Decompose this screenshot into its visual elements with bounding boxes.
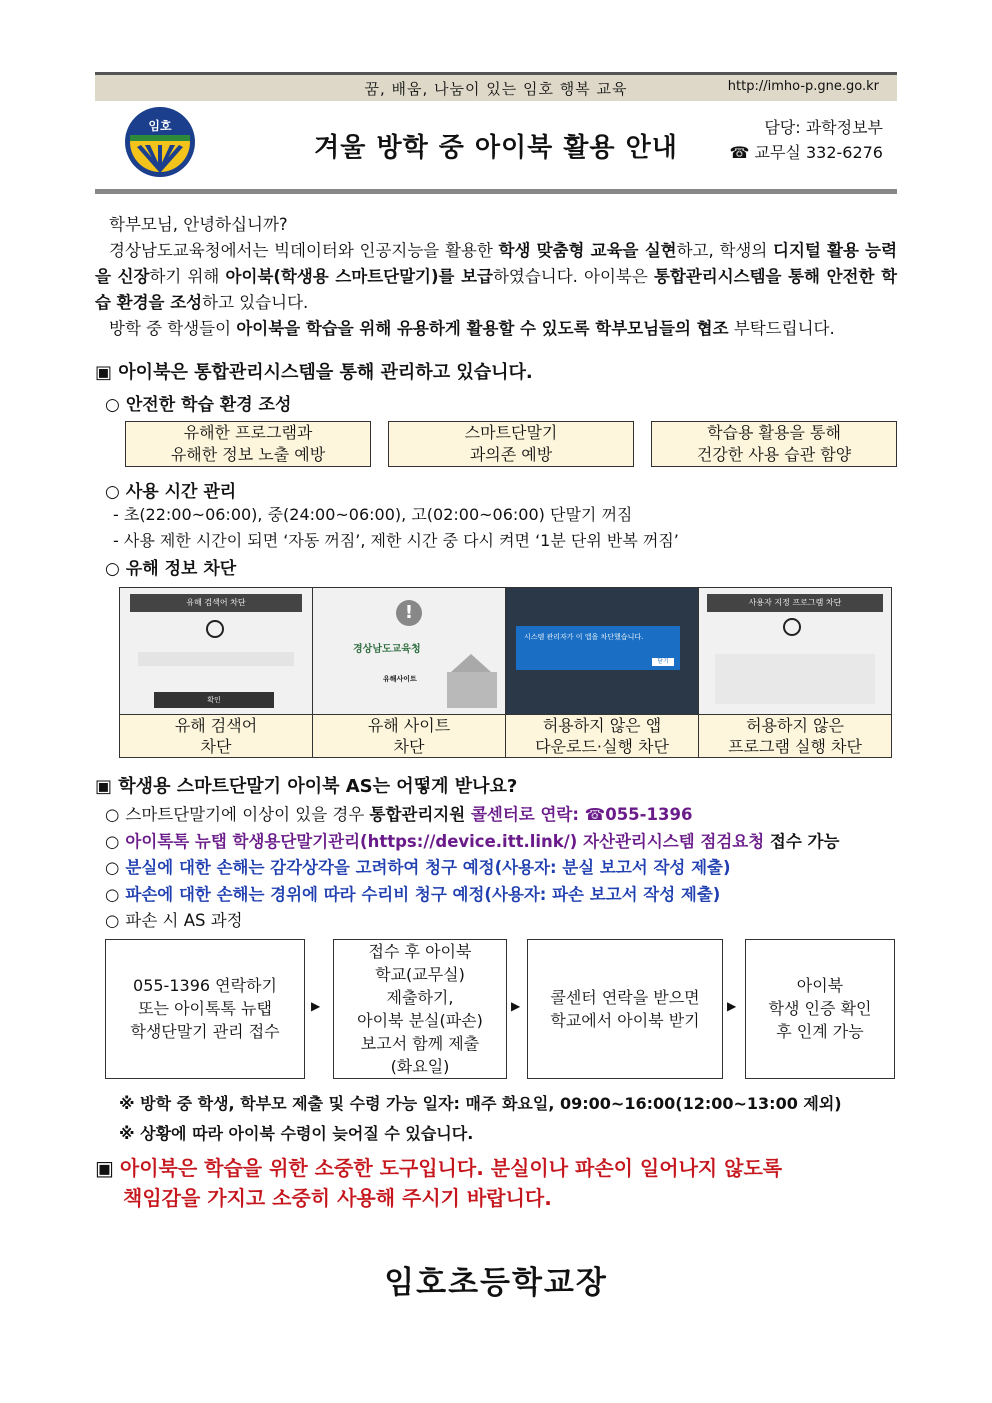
ban-icon	[206, 620, 224, 638]
greeting: 학부모님, 안녕하십니까?	[109, 215, 288, 234]
info-box: 학습용 활용을 통해 건강한 사용 습관 함양	[651, 421, 897, 467]
logo-text: 임호	[148, 119, 172, 133]
screenshot-image: ! 경상남도교육청 유해사이트	[313, 588, 505, 714]
signature: 임호초등학교장	[384, 1264, 608, 1301]
section-2-heading: ▣ 학생용 스마트단말기 아이북 AS는 어떻게 받나요?	[95, 776, 518, 797]
page-title: 겨울 방학 중 아이북 활용 안내	[314, 133, 678, 163]
intro-text	[95, 212, 897, 342]
block-screenshots	[119, 587, 892, 758]
notes	[95, 1089, 897, 1149]
time-rule-1: - 초(22:00~06:00), 중(24:00~06:00), 고(02:00~06:00) 단말기 꺼짐	[113, 505, 633, 524]
as-process-flow	[95, 939, 897, 1079]
screenshot-image: 유해 검색어 차단 확인	[120, 588, 312, 714]
intro-paragraph-2: 방학 중 학생들이 아이북을 학습을 위해 유용하게 활용할 수 있도록 학부모님들의 협조 부탁드립니다.	[109, 319, 835, 338]
shot-caption-line: 유해 검색어	[174, 716, 258, 735]
phone-number: ☎ 교무실 332-6276	[729, 143, 883, 162]
screenshot-image: 사용자 지정 프로그램 차단	[699, 588, 891, 714]
slogan: 꿈, 배움, 나눔이 있는 임호 행복 교육	[364, 80, 628, 98]
warning-icon: !	[396, 600, 422, 626]
sub-heading-block: ○ 유해 정보 차단	[105, 559, 237, 579]
arrow-icon: ▶	[511, 998, 521, 1013]
shot-search-block: 유해 검색어 차단 확인 유해 검색어 차단	[120, 588, 313, 757]
section-1-heading: ▣ 아이북은 통합관리시스템을 통해 관리하고 있습니다.	[95, 362, 533, 383]
info-box: 스마트단말기 과의존 예방	[388, 421, 634, 467]
intro-paragraph-1: 경상남도교육청에서는 빅데이터와 인공지능을 활용한 학생 맞춤형 교육을 실현하고, 학생의 디지털 활용 능력을 신장하기 위해 아이북(학생용 스마트단말기)를 보급하였습니다. 아이북은 통합관리시스템을 통해 안전한 학습 환경을 조성하고 있습니다.	[95, 241, 898, 312]
note-1: ※ 방학 중 학생, 학부모 제출 및 수령 가능 일자: 매주 화요일, 09:00~16:00(12:00~13:00 제외)	[119, 1093, 842, 1113]
time-rule-2: - 사용 제한 시간이 되면 ‘자동 꺼짐’, 제한 시간 중 다시 켜면 ‘1분 단위 반복 꺼짐’	[113, 531, 679, 550]
as-line-2: ○ 아이톡톡 뉴탭 학생용단말기관리(https://device.itt.link/) 자산관리시스템 점검요청 접수 가능	[105, 831, 840, 851]
note-2: ※ 상황에 따라 아이북 수령이 늦어질 수 있습니다.	[119, 1123, 474, 1143]
info-box: 유해한 프로그램과 유해한 정보 노출 예방	[125, 421, 371, 467]
contact-info	[729, 115, 883, 165]
flow-step-1: 055-1396 연락하기 또는 아이톡톡 뉴탭 학생단말기 관리 접수	[105, 939, 305, 1079]
sub-heading-safe-env: ○ 안전한 학습 환경 조성	[105, 395, 292, 415]
as-guidance	[95, 802, 897, 935]
arrow-icon: ▶	[311, 998, 321, 1013]
header-band	[95, 72, 897, 101]
department: 담당: 과학정보부	[764, 118, 883, 137]
as-line-3: ○ 분실에 대한 손해는 감각상각을 고려하여 청구 예정(사용자: 분실 보고서 작성 제출)	[105, 858, 731, 877]
flow-step-2: 접수 후 아이북 학교(교무실) 제출하기, 아이북 분실(파손) 보고서 함께 제출 (화요일)	[333, 939, 507, 1079]
shot-program-block: 사용자 지정 프로그램 차단 허용하지 않은 프로그램 실행 차단	[699, 588, 891, 757]
flow-step-4: 아이북 학생 인증 확인 후 인계 가능	[745, 939, 895, 1079]
flow-step-3: 콜센터 연락을 받으면 학교에서 아이북 받기	[527, 939, 723, 1079]
screenshot-image: 시스템 관리자가 이 앱을 차단했습니다. 닫기	[506, 588, 698, 714]
safe-env-boxes	[125, 421, 897, 467]
as-line-5: ○ 파손 시 AS 과정	[105, 911, 243, 930]
sub-heading-time: ○ 사용 시간 관리	[105, 482, 237, 502]
closing-message: ▣ 아이북은 학습을 위한 소중한 도구입니다. 분실이나 파손이 일어나지 않도록 책임감을 가지고 소중히 사용해 주시기 바랍니다.	[95, 1155, 783, 1210]
notice-page	[95, 72, 897, 1302]
header	[95, 101, 897, 189]
shot-site-block: ! 경상남도교육청 유해사이트 유해 사이트 차단	[313, 588, 506, 757]
ban-icon	[783, 618, 801, 636]
header-rule	[95, 189, 897, 194]
as-line-4: ○ 파손에 대한 손해는 경위에 따라 수리비 청구 예정(사용자: 파손 보고서 작성 제출)	[105, 884, 721, 904]
school-url[interactable]: http://imho-p.gne.go.kr	[727, 79, 879, 94]
arrow-icon: ▶	[727, 998, 737, 1013]
as-line-1: ○ 스마트단말기에 이상이 있을 경우 통합관리지원 콜센터로 연락: ☎055-1396	[105, 805, 693, 824]
shot-app-block: 시스템 관리자가 이 앱을 차단했습니다. 닫기 허용하지 않은 앱 다운로드·실행 차단	[506, 588, 699, 757]
